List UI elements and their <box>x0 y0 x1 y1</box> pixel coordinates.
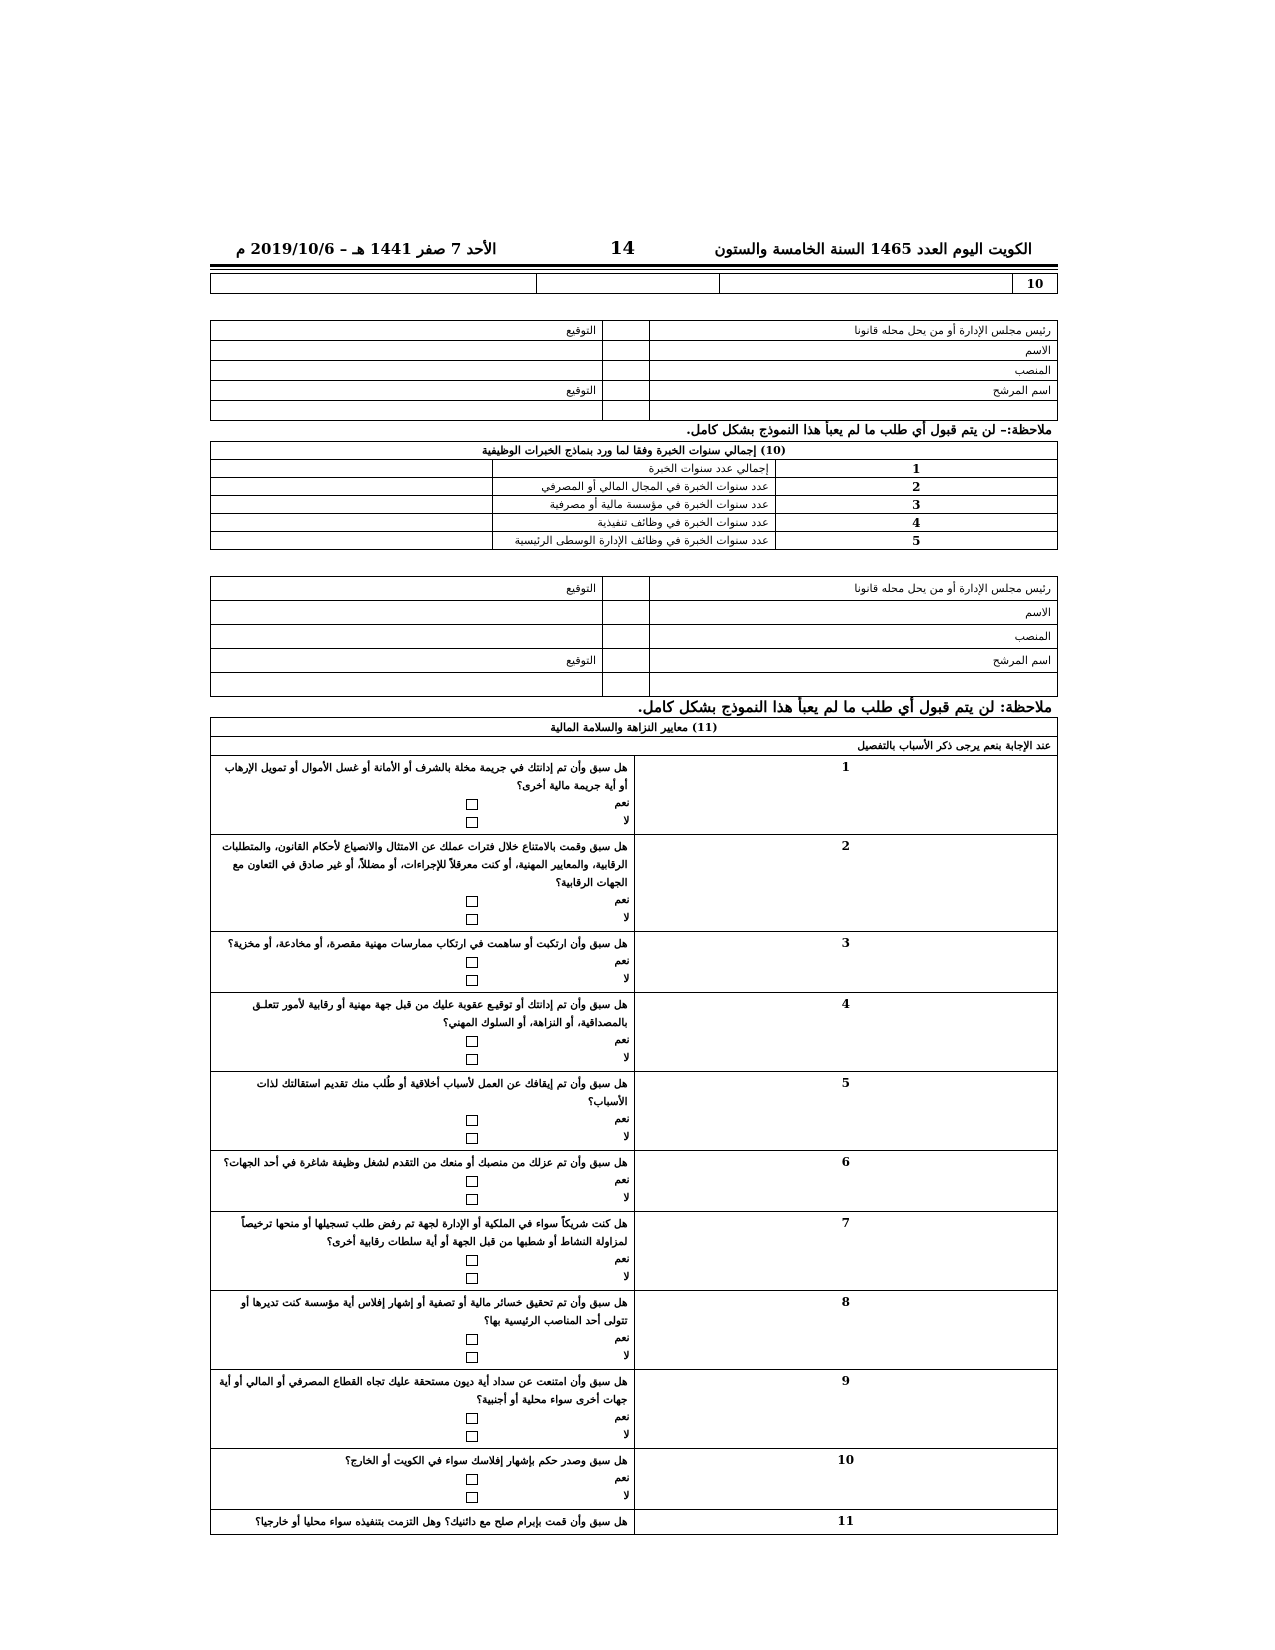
yes-checkbox[interactable] <box>466 896 478 907</box>
exp-label: إجمالي عدد سنوات الخبرة <box>493 460 775 478</box>
gazette-page <box>210 238 1058 1535</box>
no-label: لا <box>623 1271 630 1283</box>
row-number: 10 <box>1013 274 1058 294</box>
option-no <box>217 1269 628 1287</box>
cell-blank <box>603 321 650 341</box>
cell-blank <box>603 601 650 625</box>
option-no <box>217 1129 628 1147</box>
question-text: هل سبق وأن تم تحقيق خسائر مالية أو تصفية أو إشهار إفلاس أية مؤسسة كنت تديرها أو تتولى أحد المناصب الرئيسية بها؟ <box>241 1297 628 1327</box>
no-label: لا <box>623 1429 630 1441</box>
option-no <box>217 1427 628 1445</box>
signature-table-2 <box>210 576 1058 697</box>
option-yes <box>217 1409 628 1427</box>
signature-label: التوقيع <box>211 381 603 401</box>
question-text: هل سبق وأن قمت بإبرام صلح مع دائنيك؟ وهل التزمت بتنفيذه سواء محليا أو خارجيا؟ <box>255 1516 628 1528</box>
issue-date: الأحد 7 صفر 1441 هـ – 2019/10/6 م <box>236 240 497 258</box>
experience-table <box>210 441 1058 550</box>
position-label: المنصب <box>650 361 1058 381</box>
top-row-table <box>210 273 1058 294</box>
question-cell <box>211 1449 635 1510</box>
signature-label: التوقيع <box>211 321 603 341</box>
exp-num: 1 <box>775 460 1057 478</box>
option-no <box>217 813 628 831</box>
yes-label: نعم <box>614 1332 630 1344</box>
cell-blank <box>603 401 650 421</box>
chairman-label: رئيس مجلس الإدارة أو من يحل محله قانونا <box>650 321 1058 341</box>
option-yes <box>217 1470 628 1488</box>
note-text: ملاحظة: لن يتم قبول أي طلب ما لم يعبأ هذا النموذج بشكل كامل. <box>637 698 1052 716</box>
question-text: هل سبق وأن تم إدانتك أو توقيـع عقوبة عليك من قبل جهة مهنية أو رقابية لأمور تتعلـق بالمصداقية، أو النزاهة، أو السلوك المهني؟ <box>252 999 628 1029</box>
yes-checkbox[interactable] <box>466 1036 478 1047</box>
name-label: الاسم <box>650 601 1058 625</box>
cell-blank <box>720 274 1013 294</box>
header-rule-thin <box>210 269 1058 270</box>
cell-blank <box>211 361 603 381</box>
exp-label: عدد سنوات الخبرة في وظائف الإدارة الوسطى الرئيسية <box>493 532 775 550</box>
cell-blank <box>603 361 650 381</box>
question-cell <box>211 1370 635 1449</box>
question-number: 10 <box>634 1449 1058 1510</box>
no-label: لا <box>623 1052 630 1064</box>
cell-blank <box>211 673 603 697</box>
question-number: 6 <box>634 1151 1058 1212</box>
yes-checkbox[interactable] <box>466 1255 478 1266</box>
no-checkbox[interactable] <box>466 1492 478 1503</box>
gazette-issue: الكويت اليوم العدد 1465 السنة الخامسة والستون <box>714 240 1032 258</box>
option-no <box>217 1348 628 1366</box>
no-label: لا <box>623 973 630 985</box>
cell-blank <box>650 673 1058 697</box>
option-yes <box>217 1032 628 1050</box>
question-cell <box>211 1212 635 1291</box>
question-number: 9 <box>634 1370 1058 1449</box>
yes-checkbox[interactable] <box>466 1115 478 1126</box>
page-number: 14 <box>610 238 636 259</box>
option-no <box>217 1190 628 1208</box>
exp-value <box>211 460 493 478</box>
no-checkbox[interactable] <box>466 1273 478 1284</box>
cell-blank <box>211 401 603 421</box>
nominee-label: اسم المرشح <box>650 649 1058 673</box>
cell-blank <box>603 673 650 697</box>
cell-blank <box>211 601 603 625</box>
chairman-label: رئيس مجلس الإدارة أو من يحل محله قانونا <box>650 577 1058 601</box>
no-checkbox[interactable] <box>466 1352 478 1363</box>
option-no <box>217 910 628 928</box>
question-text: هل سبق وقمت بالامتناع خلال فترات عملك عن الامتثال والانصياع لأحكام القانون، والمتطلبات الرقابية، والمعايير المهنية، أو كنت معرقلاً للإجراءات، أو مضللاً، أو غير صادق في التعاون مع الجهات الرقابية؟ <box>222 841 628 889</box>
question-cell <box>211 932 635 993</box>
no-checkbox[interactable] <box>466 1431 478 1442</box>
no-checkbox[interactable] <box>466 1194 478 1205</box>
no-label: لا <box>623 815 630 827</box>
note-text: ملاحظة:– لن يتم قبول أي طلب ما لم يعبأ هذا النموذج بشكل كامل. <box>686 423 1052 438</box>
exp-label: عدد سنوات الخبرة في وظائف تنفيذية <box>493 514 775 532</box>
exp-num: 5 <box>775 532 1057 550</box>
exp-num: 3 <box>775 496 1057 514</box>
question-cell <box>211 1151 635 1212</box>
yes-checkbox[interactable] <box>466 799 478 810</box>
yes-checkbox[interactable] <box>466 1176 478 1187</box>
page-header <box>210 238 1058 264</box>
yes-label: نعم <box>614 797 630 809</box>
question-cell <box>211 756 635 835</box>
yes-label: نعم <box>614 894 630 906</box>
exp-label: عدد سنوات الخبرة في مؤسسة مالية أو مصرفية <box>493 496 775 514</box>
question-text: هل سبق وأن امتنعت عن سداد أية ديون مستحقة عليك تجاه القطاع المصرفي أو المالي أو أية جهات أخرى سواء محلية أو أجنبية؟ <box>219 1376 628 1406</box>
question-number: 7 <box>634 1212 1058 1291</box>
exp-value <box>211 514 493 532</box>
yes-checkbox[interactable] <box>466 1334 478 1345</box>
integrity-table <box>210 717 1058 1535</box>
nominee-label: اسم المرشح <box>650 381 1058 401</box>
exp-value <box>211 478 493 496</box>
cell-blank <box>211 625 603 649</box>
question-text: هل سبق وأن ارتكبت أو ساهمت في ارتكاب ممارسات مهنية مقصرة، أو مخادعة، أو مخزية؟ <box>227 938 628 950</box>
question-cell <box>211 1510 635 1535</box>
signature-label: التوقيع <box>211 649 603 673</box>
cell-blank <box>211 274 537 294</box>
question-number: 11 <box>634 1510 1058 1535</box>
exp-num: 4 <box>775 514 1057 532</box>
option-yes <box>217 1330 628 1348</box>
question-number: 5 <box>634 1072 1058 1151</box>
cell-blank <box>537 274 720 294</box>
signature-label: التوقيع <box>211 577 603 601</box>
question-text: هل كنت شريكاً سواء في الملكية أو الإدارة لجهة تم رفض طلب تسجيلها أو منحها ترخيصاً لمزاولة النشاط أو شطبها من قبل الجهة أو أية سلطات رقابية أخرى؟ <box>241 1218 628 1248</box>
question-text: هل سبق وأن تم إيقافك عن العمل لأسباب أخلاقية أو طُلب منك تقديم استقالتك لذات الأسباب؟ <box>256 1078 628 1108</box>
cell-blank <box>211 341 603 361</box>
cell-blank <box>603 625 650 649</box>
no-checkbox[interactable] <box>466 1133 478 1144</box>
option-yes <box>217 795 628 813</box>
exp-label: عدد سنوات الخبرة في المجال المالي أو المصرفي <box>493 478 775 496</box>
name-label: الاسم <box>650 341 1058 361</box>
question-cell <box>211 1072 635 1151</box>
no-label: لا <box>623 1490 630 1502</box>
yes-label: نعم <box>614 1174 630 1186</box>
exp-num: 2 <box>775 478 1057 496</box>
position-label: المنصب <box>650 625 1058 649</box>
no-label: لا <box>623 912 630 924</box>
question-text: هل سبق وأن تم إدانتك في جريمة مخلة بالشرف أو الأمانة أو غسل الأموال أو تمويل الإرهاب أو أية جريمة مالية أخرى؟ <box>224 762 628 792</box>
yes-label: نعم <box>614 1472 630 1484</box>
no-checkbox[interactable] <box>466 817 478 828</box>
question-text: هل سبق وأن تم عزلك من منصبك أو منعك من التقدم لشغل وظيفة شاغرة في أحد الجهات؟ <box>223 1157 628 1169</box>
cell-blank <box>650 401 1058 421</box>
yes-label: نعم <box>614 1034 630 1046</box>
option-no <box>217 1050 628 1068</box>
no-checkbox[interactable] <box>466 914 478 925</box>
yes-checkbox[interactable] <box>466 1474 478 1485</box>
yes-checkbox[interactable] <box>466 957 478 968</box>
question-number: 3 <box>634 932 1058 993</box>
question-cell <box>211 1291 635 1370</box>
question-text: هل سبق وصدر حكم بإشهار إفلاسك سواء في الكويت أو الخارج؟ <box>345 1455 628 1467</box>
cell-blank <box>603 649 650 673</box>
cell-blank <box>603 577 650 601</box>
option-no <box>217 971 628 989</box>
yes-checkbox[interactable] <box>466 1413 478 1424</box>
no-label: لا <box>623 1131 630 1143</box>
header-rule <box>210 264 1058 267</box>
experience-title: (10) إجمالي سنوات الخبرة وفقا لما ورد بنماذج الخبرات الوظيفية <box>211 442 1058 460</box>
no-label: لا <box>623 1350 630 1362</box>
question-cell <box>211 993 635 1072</box>
integrity-intro: عند الإجابة بنعم يرجى ذكر الأسباب بالتفصيل <box>211 737 1058 756</box>
option-yes <box>217 953 628 971</box>
cell-blank <box>603 341 650 361</box>
question-number: 8 <box>634 1291 1058 1370</box>
option-yes <box>217 1111 628 1129</box>
question-number: 2 <box>634 835 1058 932</box>
yes-label: نعم <box>614 1411 630 1423</box>
question-cell <box>211 835 635 932</box>
no-checkbox[interactable] <box>466 1054 478 1065</box>
exp-value <box>211 496 493 514</box>
yes-label: نعم <box>614 1253 630 1265</box>
integrity-title: (11) معايير النزاهة والسلامة المالية <box>211 718 1058 737</box>
yes-label: نعم <box>614 1113 630 1125</box>
exp-value <box>211 532 493 550</box>
question-number: 4 <box>634 993 1058 1072</box>
option-yes <box>217 1172 628 1190</box>
question-number: 1 <box>634 756 1058 835</box>
yes-label: نعم <box>614 955 630 967</box>
no-checkbox[interactable] <box>466 975 478 986</box>
option-yes <box>217 1251 628 1269</box>
no-label: لا <box>623 1192 630 1204</box>
option-no <box>217 1488 628 1506</box>
option-yes <box>217 892 628 910</box>
signature-table-1 <box>210 320 1058 421</box>
cell-blank <box>603 381 650 401</box>
